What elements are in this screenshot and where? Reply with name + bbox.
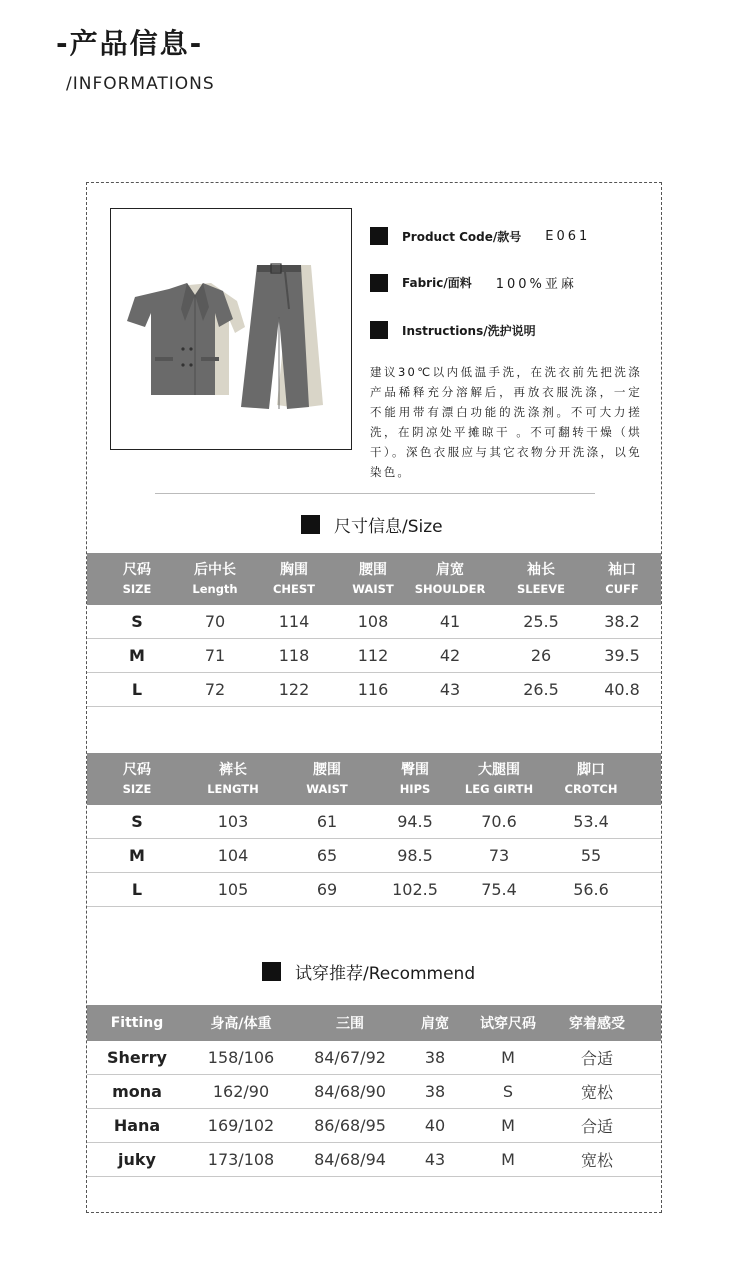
- value-cell: 116: [357, 680, 389, 699]
- table-row: [87, 639, 661, 673]
- garment-illustration: [111, 209, 352, 450]
- value-cell: 86/68/95: [314, 1116, 386, 1135]
- header-en: CUFF: [605, 582, 639, 596]
- value-cell: 41: [439, 612, 461, 631]
- top-size-table: [87, 553, 661, 707]
- header-cell: 肩宽: [421, 1016, 449, 1032]
- value-cell: 75.4: [481, 880, 517, 899]
- value-cell: 65: [316, 846, 338, 865]
- table-row: [87, 673, 661, 707]
- size-cell: S: [131, 812, 143, 831]
- value-cell: 108: [357, 612, 389, 631]
- value-cell: 112: [357, 646, 389, 665]
- value-cell: 158/106: [207, 1048, 275, 1067]
- value-cell: 73: [488, 846, 510, 865]
- header-cell: [243, 553, 345, 605]
- value-cell: 71: [204, 646, 226, 665]
- value-cell: 162/90: [212, 1082, 270, 1101]
- header-cell: [279, 753, 375, 805]
- fabric-label: Fabric/面料: [402, 276, 472, 290]
- header-en: SIZE: [122, 782, 152, 796]
- header-cn: 大腿围: [478, 762, 520, 778]
- table-row: [87, 839, 661, 873]
- care-instructions-text: 建议30℃以内低温手洗，在洗衣前先把洗涤产品稀释充分溶解后，再放衣服洗涤，一定不能用带有漂白功能的洗涤剂。不可大力搓洗，在阴凉处平摊晾干 。不可翻转干燥（烘干）。深色衣服应与其它衣物分开洗涤，以免染色。: [370, 365, 642, 479]
- table-row: [87, 873, 661, 907]
- header-en: SIZE: [122, 582, 152, 596]
- header-cell: 穿着感受: [569, 1016, 625, 1032]
- value-cell: 105: [217, 880, 249, 899]
- bullet-square-icon: [262, 962, 281, 981]
- value-cell: 26: [530, 646, 552, 665]
- header-cell: [187, 553, 243, 605]
- header-en: LENGTH: [207, 782, 259, 796]
- header-cell: Fitting: [110, 1015, 164, 1031]
- value-cell: 38: [424, 1048, 446, 1067]
- recommend-section-title: [262, 959, 475, 984]
- instructions-row: [370, 321, 536, 339]
- header-cn: 袖长: [527, 562, 555, 578]
- value-cell: 103: [217, 812, 249, 831]
- value-cell: 84/67/92: [314, 1048, 386, 1067]
- fabric-row: [370, 273, 577, 292]
- bullet-square-icon: [370, 321, 388, 339]
- instructions-label: Instructions/洗护说明: [402, 323, 536, 338]
- value-cell: 26.5: [523, 680, 559, 699]
- table-row: [87, 1109, 661, 1143]
- fabric-value: 100%亚麻: [495, 277, 577, 292]
- header-cell: [87, 753, 187, 805]
- table-row: [87, 1143, 661, 1177]
- value-cell: 104: [217, 846, 249, 865]
- bullet-square-icon: [370, 274, 388, 292]
- header-cell: [87, 553, 187, 605]
- value-cell: 69: [316, 880, 338, 899]
- fitter-name: Hana: [113, 1116, 161, 1135]
- header-en: CHEST: [272, 582, 316, 596]
- value-cell: 合适: [580, 1049, 613, 1068]
- value-cell: 38.2: [604, 612, 640, 631]
- product-code-row: [370, 227, 590, 245]
- header-en: WAIST: [306, 782, 348, 796]
- bullet-square-icon: [301, 515, 320, 534]
- size-cell: M: [129, 646, 145, 665]
- product-photo: [110, 208, 352, 450]
- header-cell: [499, 553, 583, 605]
- value-cell: 56.6: [573, 880, 609, 899]
- header-cell: [401, 553, 499, 605]
- bullet-square-icon: [370, 227, 388, 245]
- size-cell: M: [129, 846, 145, 865]
- value-cell: M: [501, 1048, 515, 1067]
- table-row: [87, 1075, 661, 1109]
- header-cell: [345, 553, 401, 605]
- header-cn: 胸围: [280, 562, 308, 578]
- value-cell: 42: [439, 646, 461, 665]
- pants-size-table: [87, 753, 661, 907]
- header-cell: [187, 753, 279, 805]
- value-cell: 84/68/90: [314, 1082, 386, 1101]
- fitter-name: juky: [118, 1150, 156, 1169]
- value-cell: 宽松: [580, 1151, 613, 1170]
- header-cell: 三围: [336, 1016, 364, 1032]
- header-cell: [375, 753, 455, 805]
- value-cell: 84/68/94: [314, 1150, 386, 1169]
- value-cell: 102.5: [392, 880, 438, 899]
- value-cell: 宽松: [580, 1083, 613, 1102]
- value-cell: 122: [278, 680, 310, 699]
- value-cell: S: [502, 1082, 514, 1101]
- header-en: CROTCH: [564, 782, 618, 796]
- header-cn: 肩宽: [436, 562, 464, 578]
- value-cell: 43: [439, 680, 461, 699]
- table-header-row: [87, 753, 661, 805]
- value-cell: 70.6: [481, 812, 517, 831]
- value-cell: 61: [316, 812, 338, 831]
- product-code-label: Product Code/款号: [402, 229, 522, 244]
- header-cell: [455, 753, 543, 805]
- size-section-title-text: 尺寸信息/Size: [334, 517, 443, 537]
- header-cn: 脚口: [577, 762, 605, 778]
- header-cn: 袖口: [608, 562, 636, 578]
- header-en: SLEEVE: [516, 582, 566, 596]
- table-row: [87, 605, 661, 639]
- section-divider: [155, 493, 595, 494]
- value-cell: 72: [204, 680, 226, 699]
- size-cell: L: [131, 880, 143, 899]
- header-cell: [583, 553, 661, 605]
- header-en: SHOULDER: [414, 582, 486, 596]
- value-cell: M: [501, 1116, 515, 1135]
- fitter-name: mona: [112, 1082, 162, 1101]
- size-section-title: [301, 512, 443, 537]
- header-cn: 腰围: [313, 762, 341, 778]
- size-cell: S: [131, 612, 143, 631]
- value-cell: 114: [278, 612, 310, 631]
- value-cell: 94.5: [397, 812, 433, 831]
- value-cell: 39.5: [604, 646, 640, 665]
- header-cn: 臀围: [401, 762, 429, 778]
- value-cell: 70: [204, 612, 226, 631]
- header-cn: 裤长: [219, 762, 247, 778]
- value-cell: 118: [278, 646, 310, 665]
- page-subtitle: /INFORMATIONS: [66, 74, 215, 94]
- recommend-section-title-text: 试穿推荐/Recommend: [295, 964, 476, 984]
- value-cell: 55: [580, 846, 602, 865]
- value-cell: 25.5: [523, 612, 559, 631]
- table-header-row: [87, 553, 661, 605]
- value-cell: 98.5: [397, 846, 433, 865]
- header-cell: 身高/体重: [210, 1016, 272, 1032]
- header-cell: 试穿尺码: [480, 1016, 536, 1032]
- table-row: [87, 1041, 661, 1075]
- value-cell: 53.4: [573, 812, 609, 831]
- recommend-table: [87, 1005, 661, 1177]
- value-cell: 合适: [580, 1117, 613, 1136]
- table-header-row: [87, 1005, 661, 1041]
- header-cn: 后中长: [194, 562, 236, 578]
- header-cn: 尺码: [123, 762, 151, 778]
- value-cell: 40: [424, 1116, 446, 1135]
- value-cell: 43: [424, 1150, 446, 1169]
- value-cell: 38: [424, 1082, 446, 1101]
- page-title: -产品信息-: [56, 27, 204, 60]
- header-cell: [543, 753, 639, 805]
- value-cell: 173/108: [207, 1150, 275, 1169]
- header-cn: 尺码: [123, 562, 151, 578]
- fitter-name: Sherry: [107, 1048, 167, 1067]
- header-en: HIPS: [399, 782, 431, 796]
- value-cell: 40.8: [604, 680, 640, 699]
- table-row: [87, 805, 661, 839]
- header-en: LEG GIRTH: [464, 782, 534, 796]
- header-en: Length: [192, 582, 238, 596]
- value-cell: 169/102: [207, 1116, 275, 1135]
- size-cell: L: [131, 680, 143, 699]
- header-en: WAIST: [352, 582, 394, 596]
- value-cell: M: [501, 1150, 515, 1169]
- header-cn: 腰围: [359, 562, 387, 578]
- product-code-value: E061: [545, 228, 591, 244]
